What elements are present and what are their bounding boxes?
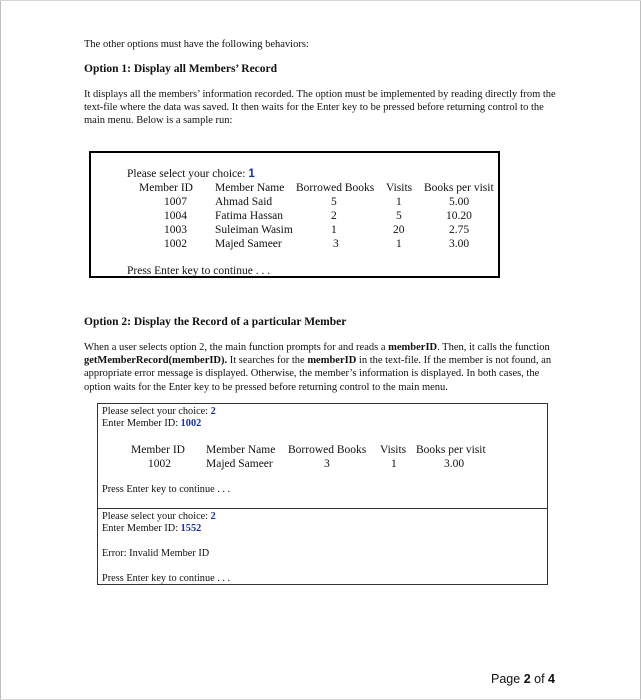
option1-prompt xyxy=(127,167,255,181)
table-row-borrowed: 3 xyxy=(324,458,330,470)
table-row-name: Suleiman Wasim xyxy=(215,224,293,236)
run2-enter-id xyxy=(102,523,201,535)
header-member-name: Member Name xyxy=(215,182,285,194)
table-row-name: Majed Sameer xyxy=(215,238,282,250)
table-row-bpv: 3.00 xyxy=(449,238,470,250)
table-row-visits: 5 xyxy=(396,210,402,222)
table-row-id: 1002 xyxy=(164,238,187,250)
desc-bold: memberID xyxy=(307,355,357,367)
enter-label: Enter Member ID: xyxy=(102,418,179,429)
desc-bold: getMemberRecord(memberID). xyxy=(84,355,228,367)
header-books-per-visit: Books per visit xyxy=(424,182,494,194)
page-word: Page xyxy=(491,672,521,686)
table-row-visits: 20 xyxy=(393,224,405,236)
option1-description: It displays all the members’ information recorded. The option must be implemented by reading directly from the text-file where the data was saved. It then waits for the Enter key to be pressed before returning control to the main menu. Below is a sample run: xyxy=(84,89,556,127)
header-books-per-visit: Books per visit xyxy=(416,444,486,456)
option2-heading: Option 2: Display the Record of a particular Member xyxy=(84,316,347,328)
intro-text: The other options must have the following behaviors: xyxy=(84,39,309,50)
option2-sample-run xyxy=(97,403,548,585)
option1-continue: Press Enter key to continue . . . xyxy=(127,265,271,277)
header-visits: Visits xyxy=(386,182,413,194)
run2-prompt xyxy=(102,511,216,523)
enter-value: 1552 xyxy=(180,523,202,534)
table-row-id: 1002 xyxy=(148,458,171,470)
table-row-bpv: 10.20 xyxy=(446,210,472,222)
prompt-label: Please select your choice: xyxy=(102,511,209,522)
header-borrowed-books: Borrowed Books xyxy=(296,182,375,194)
table-row-borrowed: 2 xyxy=(331,210,337,222)
table-row-name: Majed Sameer xyxy=(206,458,273,470)
table-row-visits: 1 xyxy=(391,458,397,470)
page-border-left xyxy=(0,0,1,700)
table-row-name: Ahmad Said xyxy=(215,196,273,208)
run1-enter-id xyxy=(102,418,201,430)
prompt-value: 2 xyxy=(210,511,216,522)
run1-prompt xyxy=(102,406,216,418)
table-row-borrowed: 1 xyxy=(331,224,337,236)
table-row-id: 1007 xyxy=(164,196,187,208)
option2-description xyxy=(84,341,562,394)
table-row-bpv: 2.75 xyxy=(449,224,470,236)
table-row-bpv: 3.00 xyxy=(444,458,465,470)
table-row-borrowed: 5 xyxy=(331,196,337,208)
header-member-id: Member ID xyxy=(139,182,193,194)
table-row-id: 1003 xyxy=(164,224,187,236)
of-word: of xyxy=(534,672,545,686)
table-row-visits: 1 xyxy=(396,196,402,208)
enter-value: 1002 xyxy=(180,418,202,429)
page-border-top xyxy=(0,0,641,1)
run2-error: Error: Invalid Member ID xyxy=(102,548,210,559)
option1-heading: Option 1: Display all Members’ Record xyxy=(84,63,278,75)
prompt-label: Please select your choice: xyxy=(102,406,209,417)
desc-bold: memberID xyxy=(388,342,438,353)
prompt-value: 1 xyxy=(248,168,255,180)
desc-text: When a user selects option 2, the main function prompts for and reads a xyxy=(84,342,389,353)
table-row-name: Fatima Hassan xyxy=(215,210,284,222)
page-current: 2 xyxy=(523,672,531,686)
header-borrowed-books: Borrowed Books xyxy=(288,444,367,456)
prompt-value: 2 xyxy=(210,406,216,417)
prompt-label: Please select your choice: xyxy=(127,168,246,180)
desc-text: . Then, it calls the function xyxy=(437,342,550,353)
run1-continue: Press Enter key to continue . . . xyxy=(102,484,231,495)
header-visits: Visits xyxy=(380,444,407,456)
run2-continue: Press Enter key to continue . . . xyxy=(102,573,231,584)
desc-text: in the text-file. If the member is not found, an appropriate error message is displayed. Otherwise, the member’s information is displayed. In both cases, the option waits for the Enter key to be pressed before returning control to the main menu. xyxy=(84,355,552,393)
table-row-borrowed: 3 xyxy=(333,238,339,250)
desc-text: It searches for the xyxy=(227,355,308,367)
table-row-visits: 1 xyxy=(396,238,402,250)
header-member-id: Member ID xyxy=(131,444,185,456)
page-number-footer xyxy=(491,672,555,686)
option1-sample-run xyxy=(89,151,500,278)
table-row-bpv: 5.00 xyxy=(449,196,470,208)
table-row-id: 1004 xyxy=(164,210,187,222)
page-total: 4 xyxy=(548,672,555,686)
header-member-name: Member Name xyxy=(206,444,276,456)
enter-label: Enter Member ID: xyxy=(102,523,179,534)
run-divider xyxy=(98,508,547,509)
